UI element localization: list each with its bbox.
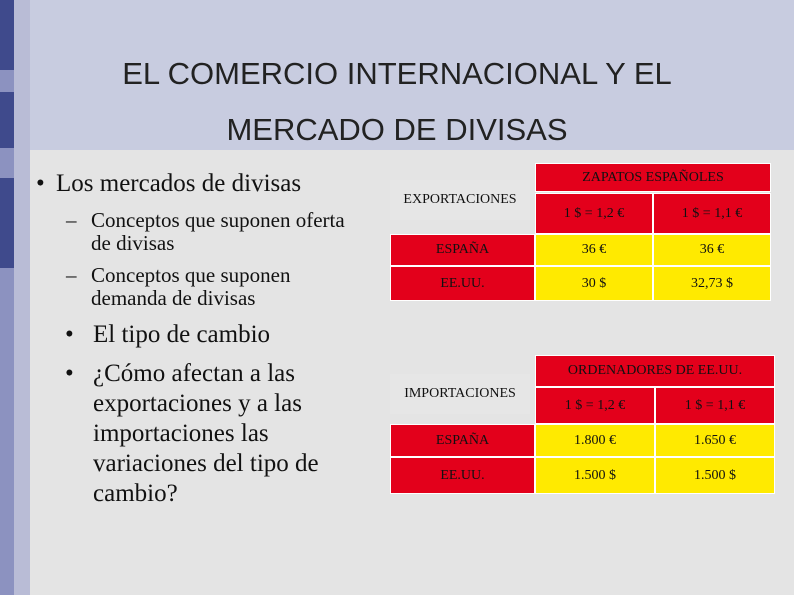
dash-marker: – bbox=[66, 263, 77, 287]
export-rate-1: 1 $ = 1,2 € bbox=[535, 193, 653, 234]
slide-title bbox=[30, 46, 764, 158]
export-label: EXPORTACIONES bbox=[390, 180, 530, 220]
bullet-text: Los mercados de divisas bbox=[56, 170, 302, 197]
bullet-marker: • bbox=[36, 170, 45, 197]
export-cell: 30 $ bbox=[535, 266, 653, 301]
export-cell: 36 € bbox=[653, 234, 771, 266]
decor-block bbox=[0, 178, 14, 268]
bullet-text: ¿Cómo afectan a las exportaciones y a las importaciones las variaciones del tipo de cambio? bbox=[93, 360, 319, 507]
left-decor-bar bbox=[0, 0, 14, 595]
export-cell: 36 € bbox=[535, 234, 653, 266]
import-cell: 1.800 € bbox=[535, 424, 655, 457]
import-rate-1: 1 $ = 1,2 € bbox=[535, 387, 655, 424]
decor-block bbox=[0, 0, 14, 70]
import-cell: 1.500 $ bbox=[655, 457, 775, 494]
bullet-text: El tipo de cambio bbox=[93, 321, 271, 348]
bullet-marker: • bbox=[65, 360, 74, 387]
import-label: IMPORTACIONES bbox=[390, 374, 530, 414]
sub-bullet-text: Conceptos que suponen demanda de divisas bbox=[91, 263, 291, 310]
import-row-country: ESPAÑA bbox=[390, 424, 535, 457]
export-cell: 32,73 $ bbox=[653, 266, 771, 301]
dash-marker: – bbox=[66, 208, 77, 232]
import-cell: 1.650 € bbox=[655, 424, 775, 457]
decor-block bbox=[0, 92, 14, 148]
title-line-1: EL COMERCIO INTERNACIONAL Y EL bbox=[122, 56, 672, 91]
import-header: ORDENADORES DE EE.UU. bbox=[535, 355, 775, 387]
bullet-marker: • bbox=[65, 321, 74, 348]
bullet-item bbox=[36, 170, 301, 198]
import-cell: 1.500 $ bbox=[535, 457, 655, 494]
sub-bullet-text: Conceptos que suponen oferta de divisas bbox=[91, 208, 345, 255]
import-row-country: EE.UU. bbox=[390, 457, 535, 494]
export-rate-2: 1 $ = 1,1 € bbox=[653, 193, 771, 234]
export-row-country: EE.UU. bbox=[390, 266, 535, 301]
title-line-2: MERCADO DE DIVISAS bbox=[226, 112, 568, 147]
export-header: ZAPATOS ESPAÑOLES bbox=[535, 163, 771, 192]
export-row-country: ESPAÑA bbox=[390, 234, 535, 266]
import-rate-2: 1 $ = 1,1 € bbox=[655, 387, 775, 424]
